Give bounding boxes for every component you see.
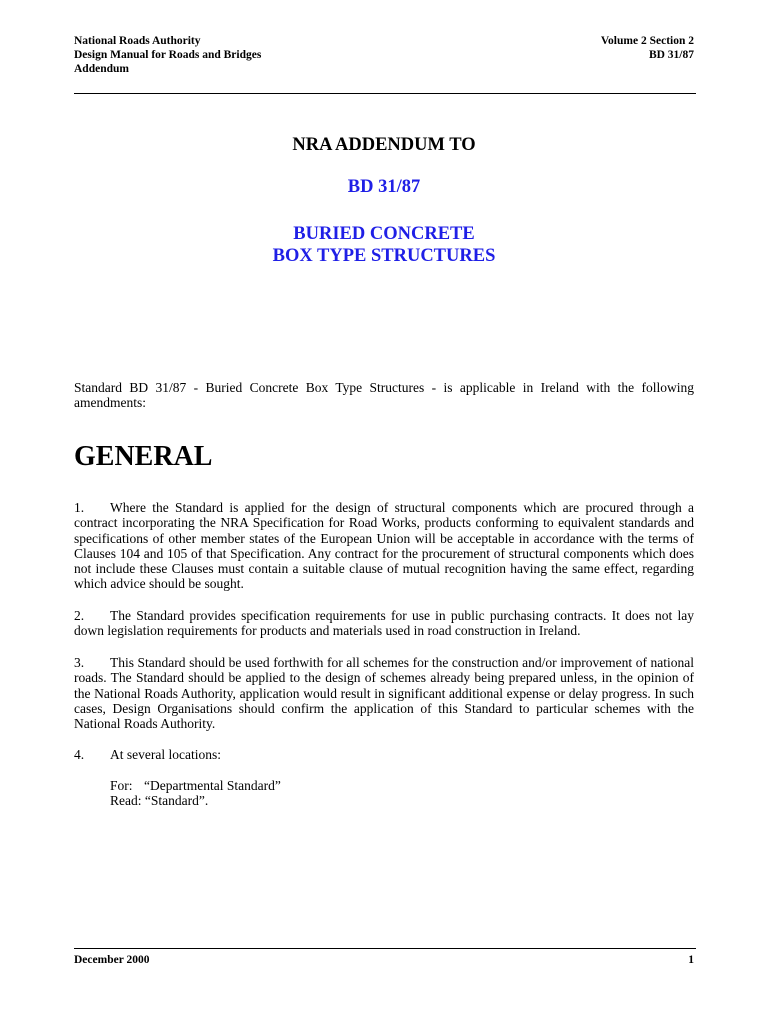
paragraph-2 — [74, 608, 694, 639]
paragraph-text: Where the Standard is applied for the design of structural components which are procured through a contract incorporating the NRA Specification for Road Works, products conforming to equivalent standards and specifications of other member states of the European Union will be acceptable in accordance with the terms of Clauses 104 and 105 of that Specification. Any contract for the procurement of structural components which does not include these Clauses must contain a suitable clause of mutual recognition having the same effect, regarding which advice should be sought. — [74, 500, 694, 592]
header-doc-type: Addendum — [74, 63, 129, 75]
paragraph-number: 3. — [74, 655, 85, 670]
title-subject — [0, 223, 768, 267]
paragraph-text: The Standard provides specification requirements for use in public purchasing contracts. It does not lay down legislation requirements for products and materials used in road construction in Ireland. — [74, 608, 694, 639]
paragraph-number: 1. — [74, 500, 85, 515]
title-subject-line2: BOX TYPE STRUCTURES — [272, 246, 496, 266]
header-standard-code: BD 31/87 — [648, 49, 694, 61]
for-value: “Departmental Standard” — [144, 778, 281, 793]
title-standard-code: BD 31/87 — [347, 177, 421, 197]
read-label: Read: — [110, 793, 142, 809]
paragraph-3 — [74, 655, 694, 731]
read-value: “Standard”. — [144, 793, 209, 809]
paragraph-text: At several locations: — [110, 747, 221, 762]
footer-divider — [74, 948, 696, 949]
page-number: 1 — [688, 954, 694, 966]
paragraph-number: 2. — [74, 608, 85, 623]
amendment-read-line — [110, 793, 281, 808]
header-org: National Roads Authority — [74, 35, 201, 47]
paragraph-text: This Standard should be used forthwith for all schemes for the construction and/or improvement of national roads. The Standard should be applied to the design of schemes already being prepared unless, in the opinion of the National Roads Authority, application would result in significant additional expense or delay progress. In such cases, Design Organisations should confirm the application of this Standard to particular schemes with the National Roads Authority. — [74, 655, 694, 732]
intro-paragraph: Standard BD 31/87 - Buried Concrete Box Type Structures - is applicable in Ireland with the following amendments: — [74, 380, 694, 411]
footer-date: December 2000 — [74, 954, 150, 966]
for-label: For: — [110, 778, 133, 793]
paragraph-4 — [74, 747, 694, 762]
paragraph-number: 4. — [74, 747, 85, 762]
paragraph-1 — [74, 500, 694, 592]
header-volume: Volume 2 Section 2 — [600, 35, 694, 47]
header-left — [74, 34, 261, 76]
amendment-for-line — [110, 778, 281, 793]
header-divider — [74, 93, 696, 94]
amendment-block — [110, 778, 281, 809]
title-subject-line1: BURIED CONCRETE — [293, 224, 475, 244]
header-manual: Design Manual for Roads and Bridges — [74, 49, 262, 61]
section-heading: GENERAL — [74, 441, 213, 472]
title-addendum: NRA ADDENDUM TO — [292, 135, 476, 155]
header-right — [601, 34, 694, 62]
